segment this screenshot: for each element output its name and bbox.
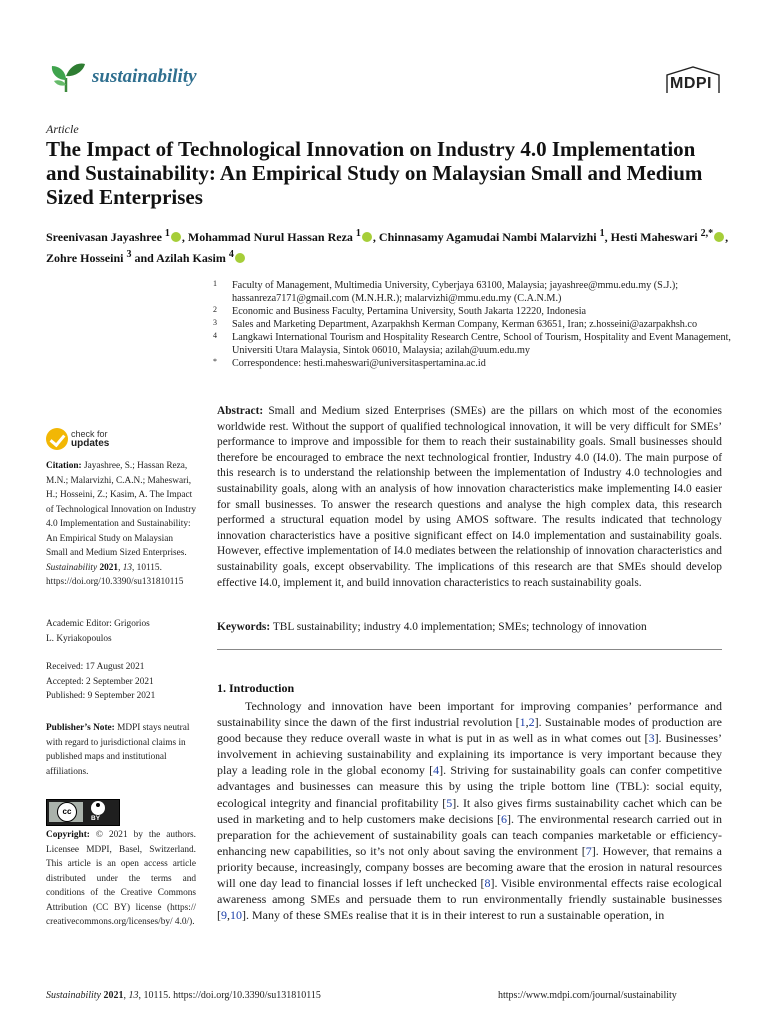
attribution-icon [91,801,105,815]
citation-link[interactable]: 3 [648,731,655,746]
author-affil-sup: 1 [599,228,605,239]
author-affil-sup: 2,* [700,228,714,239]
citation-label: Citation: [46,461,82,471]
cc-by-license-badge[interactable] [46,799,120,826]
affiliation-text: Sales and Marketing Department, Azarpakhsh Kerman Company, Kerman 63651, Iran; z.hosseini@azarpakhsh.co [232,319,698,330]
affiliation-text: Faculty of Management, Multimedia University, Cyberjaya 63100, Malaysia; jayashree@mmu.edu.my (S.J.); hassanreza7171@gmail.com (M.N.H.R.); malarvizhi@mmu.edu.my (C.A.N.M.) [232,280,679,304]
publisher-logo[interactable] [665,65,721,95]
intro-text: ]. Many of these SMEs realise that it is in their interest to run a sustainable operation, in [242,908,665,923]
citation-text: Jayashree, S.; Hassan Reza, M.N.; Malarvizhi, C.A.N.; Maheswari, H.; Hosseini, Z.; Kasim, A. The Impact of Technological Innovation on Industry 4.0 Implementation and Sustainability: An Empirical Study on Malaysian Small and Medium Sized Enterprises. [46,461,196,558]
footer-year: 2021 [103,990,124,1001]
affiliation-item [213,318,733,331]
footer-journal-url[interactable]: https://www.mdpi.com/journal/sustainability [498,990,677,1001]
pubnote-label: Publisher’s Note: [46,723,115,733]
checkmark-icon [46,428,68,450]
orcid-icon[interactable] [714,232,724,242]
article-title: The Impact of Technological Innovation on Industry 4.0 Implementation and Sustainability: An Empirical Study on Malaysian Small and Medium Sized Enterprises [46,137,703,209]
abstract [217,404,722,591]
check-for-updates[interactable] [46,426,166,454]
publisher-name: MDPI [670,75,712,92]
pubnote-text: MDPI stays neutral with regard to jurisdictional claims in published maps and institutional affiliations. [46,723,190,777]
affiliation-number: 2 [213,305,217,314]
author-affil-sup: 3 [126,249,132,260]
check-label-bottom: updates [71,438,110,449]
affiliation-item [213,279,733,305]
copyright-label: Copyright: [46,830,90,840]
affiliation-text: Economic and Business Faculty, Pertamina University, South Jakarta 12220, Indonesia [232,306,587,317]
published-date: Published: 9 September 2021 [46,691,156,701]
citation-link[interactable]: 7 [585,843,592,858]
affiliation-number: 1 [213,279,217,288]
citation-link[interactable]: 10 [230,908,242,923]
citation-link[interactable]: 8 [484,876,491,891]
intro-text: ]. It also gives firms sustainability cachet which can be used in marketing and to help customers make decisions [ [217,795,722,826]
affiliations [213,279,733,370]
author-name[interactable]: and Azilah Kasim [131,251,229,265]
author-affil-sup: 1 [355,228,361,239]
intro-text: ]. Sustainable modes of production are good because they reduce overall waste in what is put in as well as in what comes out [ [217,715,722,746]
keywords [217,621,722,633]
journal-name[interactable]: sustainability [92,66,197,87]
intro-text: Technology and innovation have been important for improving companies’ performance and sustainability since the dawn of the first industrial revolution [ [217,699,722,730]
citation-link[interactable]: 4 [433,763,440,778]
affiliation-text: Correspondence: hesti.maheswari@universitaspertamina.ac.id [232,358,486,369]
intro-text: ]. Striving for sustainability goals can confer competitive advantages and businesses can measure this by using the triple bottom line (TBL): social equity, ecological integrity and financial profitability [ [217,763,722,810]
cc-by-label: BY [91,815,101,822]
intro-text: ]. Visible environmental effects raise ecological awareness among SMEs and persuade them to run environmentally friendly sustainable businesses [ [217,876,722,923]
citation-link[interactable]: 2 [528,715,535,730]
orcid-icon[interactable] [362,232,372,242]
citation-link[interactable]: 6 [501,811,508,826]
author-name[interactable]: , Hesti Maheswari [604,230,701,244]
citation-link[interactable]: 9 [221,908,227,923]
intro-text: ]. The environmental research carried out in preparation for the achievement of sustainability goals can teach companies marketable or efficiency-enhancing new capabilities, so it’s not only about saving the environment [ [217,811,722,858]
citation-link[interactable]: 5 [446,795,453,810]
copyright-text: © 2021 by the authors. Licensee MDPI, Basel, Switzerland. This article is an open access article distributed under the terms and conditions of the Creative Commons Attribution (CC BY) license (https:// creativecommons.org/licenses/by/ 4.0/). [46,830,196,927]
author-name[interactable]: Sreenivasan Jayashree [46,230,165,244]
citation-link[interactable]: 1 [519,715,526,730]
footer-doi[interactable]: , 10115. https://doi.org/10.3390/su131810115 [138,990,321,1001]
author-name[interactable]: , Zohre Hosseini [46,230,729,265]
citation-doi[interactable]: 10115. https://doi.org/10.3390/su131810115 [46,562,184,587]
section-heading: 1. Introduction [217,681,295,695]
section-divider [217,649,722,650]
publisher-note [46,721,196,779]
keywords-text: TBL sustainability; industry 4.0 implementation; SMEs; technology of innovation [272,621,647,633]
editor-line: Academic Editor: Grigorios [46,619,150,629]
abstract-label: Abstract: [217,405,264,417]
citation-block: Citation: Jayashree, S.; Hassan Reza, M.N.; Malarvizhi, C.A.N.; Maheswari, H.; Hosseini, Z.; Kasim, A. The Impact of Technological Innovation on Industry 4.0 Implementation and Sustainability: An Empirical Study on Malaysian Small and Medium Sized Enterprises. Sustainability 2021, 13, 10115. https://doi.org/10.3390/su131810115 [46,461,196,587]
author-name[interactable]: , Chinnasamy Agamudai Nambi Malarvizhi [372,230,600,244]
citation-volume: 13 [122,562,133,573]
orcid-icon[interactable] [171,232,181,242]
article-type: Article [46,122,79,136]
cc-icon: cc [57,802,77,822]
intro-text: ]. However, that remains a priority because, increasingly, company bosses are becoming aware that the erosion in natural resources will one day lead to financial losses if left unchecked [ [217,843,722,891]
accepted-date: Accepted: 2 September 2021 [46,676,154,687]
check-label-top: check for [71,429,108,439]
sprout-icon [48,58,88,94]
affiliation-number: 4 [213,331,217,340]
affiliation-item [213,331,733,357]
cc-icon-bg [49,802,83,822]
editor-line: L. Kyriakopoulos [46,633,112,644]
orcid-icon[interactable] [235,253,245,263]
intro-text: ]. Businesses’ involvement in achieving sustainability and explaining its importance is very important because they play a leading role in the global economy [ [217,731,722,778]
citation-journal: Sustainability [46,562,98,573]
affiliation-item [213,357,733,370]
footer-journal: Sustainability [46,990,101,1001]
author-name[interactable]: , Mohammad Nurul Hassan Reza [181,230,356,244]
footer-volume: 13 [128,990,139,1001]
affiliation-number: * [213,357,217,366]
keywords-label: Keywords: [217,621,271,633]
citation-year: 2021 [99,562,119,573]
author-affil-sup: 1 [164,228,170,239]
academic-editor [46,617,196,646]
author-list [46,225,736,267]
abstract-text: Small and Medium sized Enterprises (SMEs) are the pillars on which most of the economies worldwide rest. Without the support of qualified technological innovation, it will be very difficult for SMEs’ performance to improve and impossible for them to reach their sustainability goals. Small businesses should therefore be encouraged to embrace the next technological frontier, Industry 4.0 (I4.0). The main purpose of this research is to understand the relationship between the implementation of Industry 4.0 technologies and sustainability goals, along with an analysis of how innovation characteristics make implementing I4.0 easier for small businesses. To answer the research questions and analyse the high complex data, this research performed a structural equation model by using AMOS software. The results indicated that technology innovation characteristics have a positive significant effect on I4.0 implementation and sustainability goals. However, effective implementation of I4.0 mediates between the relationship of innovation characteristics and sustainability goals, except observability. The implications of this research are that SMEs should develop effective I4.0, implement it, and build innovation characteristics to reach sustainability goals. [217,405,722,589]
affiliation-text: Langkawi International Tourism and Hospitality Research Centre, School of Tourism, Hospitality and Event Management, Universiti Utara Malaysia, Sintok 06010, Malaysia; azilah@uum.edu.my [232,332,731,356]
copyright-notice [46,828,196,930]
author-affil-sup: 4 [228,249,234,260]
intro-paragraph: Technology and innovation have been important for improving companies’ performance and sustainability since the dawn of the first industrial revolution [1,2]. Sustainable modes of production are good because they reduce overall waste in what is put in as well as in what comes out [3]. Businesses’ involvement in achieving sustainability and explaining its importance is very important because they play a leading role in the global economy [4]. Striving for sustainability goals can confer competitive advantages and businesses can measure this by using the triple bottom line (TBL): social equity, ecological integrity and financial profitability [5]. It also gives firms sustainability cachet which can be used in marketing and to help customers make decisions [6]. The environmental research carried out in preparation for the achievement of sustainability goals can teach companies marketable or efficiency-enhancing new capabilities, so it’s not only about saving the environment [7]. However, that remains a priority because, increasingly, company bosses are becoming aware that the erosion in natural resources will one day lead to financial losses if left unchecked [8]. Visible environmental effects raise ecological awareness among SMEs and persuade them to run environmentally friendly sustainable businesses [9,10]. Many of these SMEs realise that it is in their interest to run a sustainable operation, in [217,699,722,923]
received-date: Received: 17 August 2021 [46,662,145,672]
footer-citation: Sustainability 2021, 13, 10115. https://doi.org/10.3390/su131810115 [46,990,321,1001]
publication-dates [46,660,196,704]
affiliation-item [213,305,733,318]
affiliation-number: 3 [213,318,217,327]
